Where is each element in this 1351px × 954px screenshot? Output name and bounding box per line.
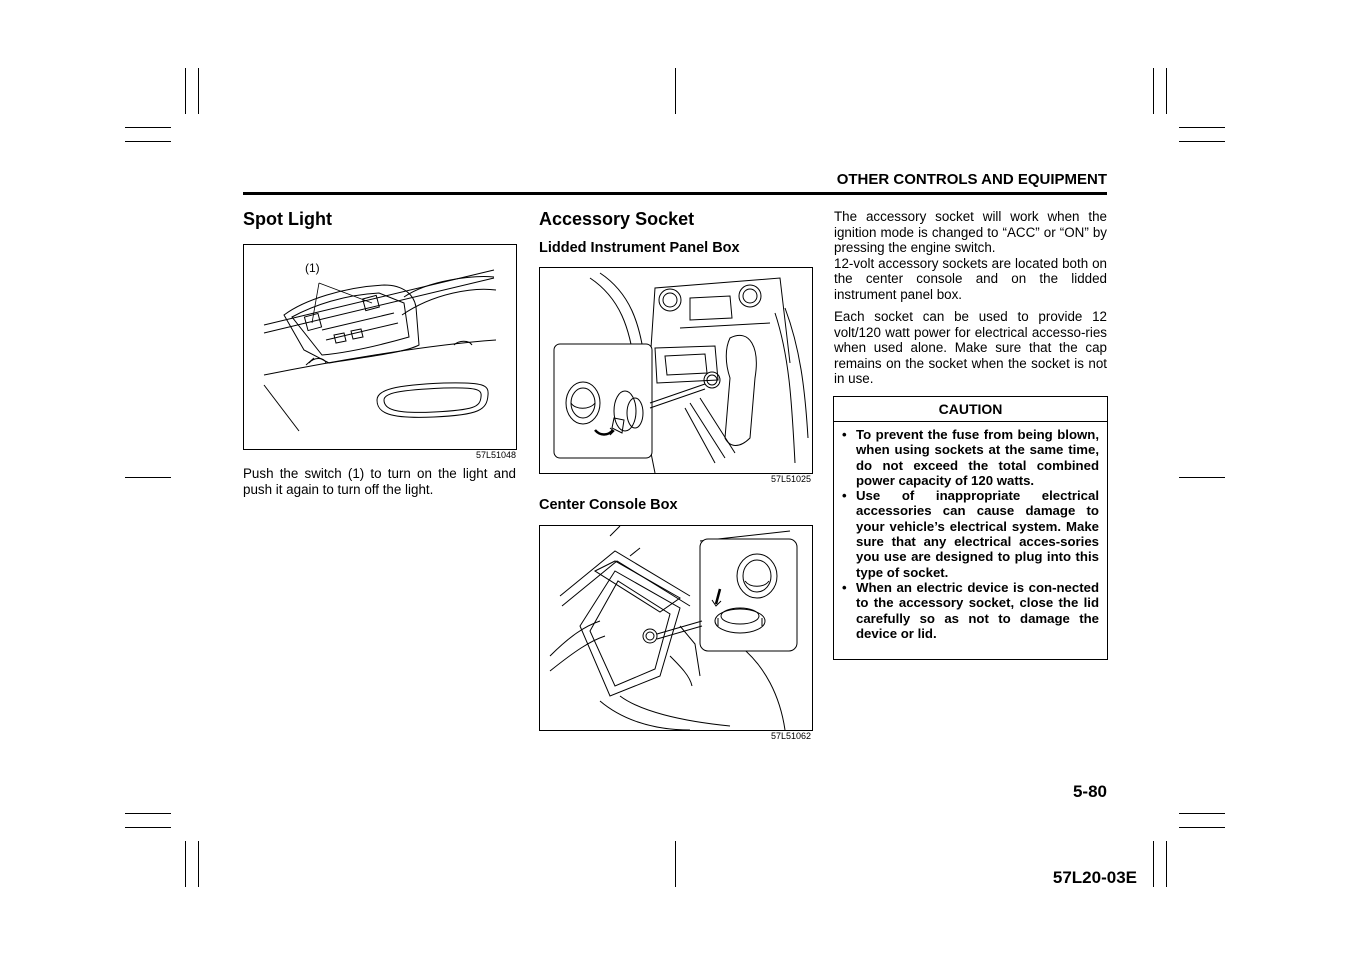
- lidded-box-figure: [539, 267, 813, 474]
- caution-item: [842, 488, 1099, 580]
- lidded-box-subheading: Lidded Instrument Panel Box: [539, 240, 740, 256]
- console-box-subheading: Center Console Box: [539, 497, 678, 513]
- accessory-socket-paragraph-2: Each socket can be used to provide 12 volt/120 watt power for electrical accesso-ries when used alone. Make sure that the cap remains on the socket when the socket is not in use.: [834, 309, 1107, 386]
- caution-box: [833, 396, 1108, 660]
- caution-list: [834, 422, 1107, 641]
- spot-light-illustration: [244, 245, 516, 449]
- spot-light-body: Push the switch (1) to turn on the light and push it again to turn off the light.: [243, 466, 516, 497]
- spot-light-heading: Spot Light: [243, 209, 332, 229]
- document-code: 57L20-03E: [1052, 868, 1137, 887]
- paragraph-1b: 12-volt accessory sockets are located both on the center console and on the lidded instrument panel box.: [834, 255, 1107, 302]
- caution-item: [842, 580, 1099, 641]
- header-rule: [243, 192, 1107, 195]
- console-box-illustration: [540, 526, 812, 730]
- bullet-icon: •: [842, 579, 847, 595]
- accessory-socket-heading: Accessory Socket: [539, 209, 695, 229]
- caution-title: CAUTION: [834, 397, 1107, 422]
- caution-item-text: When an electric device is con-nected to the accessory socket, close the lid carefully so as not to damage the device or lid.: [856, 579, 1099, 641]
- spot-light-figure-code: 57L51048: [475, 450, 516, 460]
- section-title: OTHER CONTROLS AND EQUIPMENT: [836, 171, 1107, 188]
- caution-item-text: Use of inappropriate electrical accessories can cause damage to your vehicle’s electrical system. Make sure that any electrical acces-sories you use are designed to plug into this type of socket.: [856, 488, 1099, 580]
- lidded-box-figure-code: 57L51025: [770, 474, 811, 484]
- caution-item-text: To prevent the fuse from being blown, when using sockets at the same time, do not exceed the total combined power capacity of 120 watts.: [856, 427, 1099, 488]
- paragraph-1a: The accessory socket will work when the ignition mode is changed to “ACC” or “ON” by pressing the engine switch.: [834, 209, 1107, 255]
- spot-light-figure: [243, 244, 517, 450]
- callout-label: (1): [305, 261, 320, 275]
- bullet-icon: •: [842, 427, 847, 442]
- caution-item: [842, 427, 1099, 488]
- console-box-figure: [539, 525, 813, 731]
- lidded-box-illustration: [540, 268, 812, 473]
- console-box-figure-code: 57L51062: [770, 731, 811, 741]
- bullet-icon: •: [842, 488, 847, 504]
- page-number: 5-80: [1072, 782, 1107, 801]
- accessory-socket-paragraph-1: [834, 209, 1107, 302]
